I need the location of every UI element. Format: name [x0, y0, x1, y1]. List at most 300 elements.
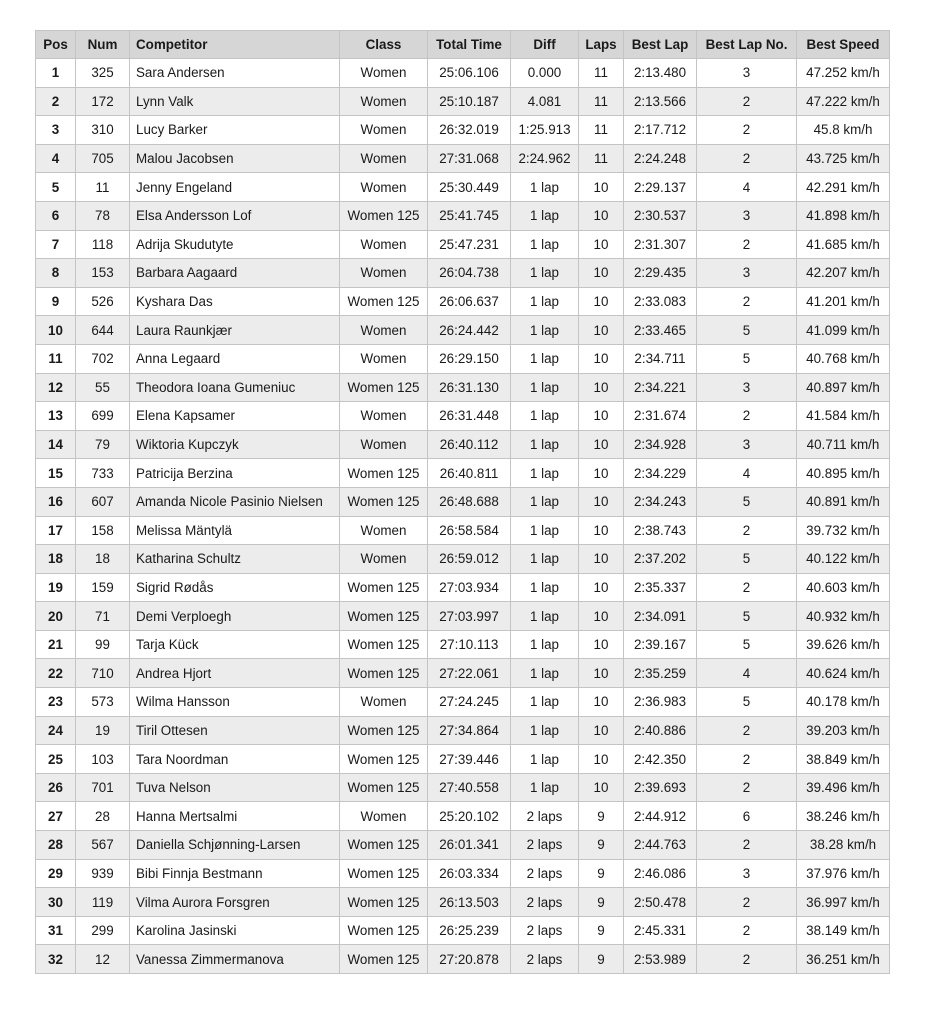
cell-laps: 10: [579, 373, 624, 402]
cell-best-lap: 2:34.711: [624, 344, 697, 373]
cell-laps: 10: [579, 459, 624, 488]
cell-diff: 1 lap: [511, 201, 579, 230]
cell-diff: 2 laps: [511, 831, 579, 860]
cell-best-lap: 2:30.537: [624, 201, 697, 230]
cell-best-lap: 2:34.243: [624, 487, 697, 516]
cell-total-time: 26:40.811: [428, 459, 511, 488]
cell-laps: 10: [579, 402, 624, 431]
cell-total-time: 26:32.019: [428, 116, 511, 145]
cell-competitor: Vilma Aurora Forsgren: [130, 888, 340, 917]
cell-class: Women: [340, 144, 428, 173]
cell-best-speed: 40.897 km/h: [797, 373, 890, 402]
cell-best-lap-no: 2: [697, 287, 797, 316]
cell-pos: 27: [36, 802, 76, 831]
cell-competitor: Malou Jacobsen: [130, 144, 340, 173]
cell-total-time: 26:06.637: [428, 287, 511, 316]
cell-total-time: 27:40.558: [428, 773, 511, 802]
cell-competitor: Lucy Barker: [130, 116, 340, 145]
cell-laps: 9: [579, 859, 624, 888]
cell-laps: 10: [579, 773, 624, 802]
cell-total-time: 26:31.448: [428, 402, 511, 431]
cell-num: 79: [76, 430, 130, 459]
table-row: [36, 173, 890, 202]
cell-total-time: 26:01.341: [428, 831, 511, 860]
cell-best-lap-no: 3: [697, 59, 797, 88]
cell-class: Women: [340, 688, 428, 717]
cell-total-time: 26:13.503: [428, 888, 511, 917]
cell-best-lap: 2:44.763: [624, 831, 697, 860]
cell-class: Women: [340, 87, 428, 116]
cell-total-time: 25:47.231: [428, 230, 511, 259]
cell-class: Women 125: [340, 716, 428, 745]
cell-num: 99: [76, 630, 130, 659]
cell-num: 526: [76, 287, 130, 316]
cell-pos: 23: [36, 688, 76, 717]
cell-best-lap: 2:31.307: [624, 230, 697, 259]
cell-class: Women: [340, 802, 428, 831]
cell-total-time: 25:10.187: [428, 87, 511, 116]
cell-best-speed: 40.603 km/h: [797, 573, 890, 602]
table-row: [36, 516, 890, 545]
table-row: [36, 144, 890, 173]
cell-laps: 10: [579, 516, 624, 545]
cell-diff: 1 lap: [511, 459, 579, 488]
cell-best-lap: 2:24.248: [624, 144, 697, 173]
cell-total-time: 27:03.934: [428, 573, 511, 602]
column-header-diff: Diff: [511, 31, 579, 59]
cell-total-time: 26:24.442: [428, 316, 511, 345]
table-row: [36, 287, 890, 316]
cell-best-speed: 40.122 km/h: [797, 545, 890, 574]
cell-competitor: Tara Noordman: [130, 745, 340, 774]
cell-class: Women: [340, 344, 428, 373]
cell-best-lap-no: 2: [697, 916, 797, 945]
cell-diff: 2 laps: [511, 945, 579, 974]
cell-diff: 1 lap: [511, 316, 579, 345]
cell-pos: 30: [36, 888, 76, 917]
cell-total-time: 26:48.688: [428, 487, 511, 516]
cell-laps: 10: [579, 316, 624, 345]
cell-class: Women 125: [340, 630, 428, 659]
table-row: [36, 573, 890, 602]
column-header-best-lap: Best Lap: [624, 31, 697, 59]
cell-total-time: 27:03.997: [428, 602, 511, 631]
cell-diff: 2 laps: [511, 802, 579, 831]
cell-laps: 11: [579, 87, 624, 116]
cell-best-lap: 2:53.989: [624, 945, 697, 974]
cell-num: 702: [76, 344, 130, 373]
cell-total-time: 26:25.239: [428, 916, 511, 945]
cell-total-time: 27:24.245: [428, 688, 511, 717]
cell-pos: 17: [36, 516, 76, 545]
cell-best-lap-no: 2: [697, 230, 797, 259]
cell-competitor: Tuva Nelson: [130, 773, 340, 802]
cell-laps: 10: [579, 716, 624, 745]
cell-class: Women: [340, 316, 428, 345]
column-header-best-speed: Best Speed: [797, 31, 890, 59]
cell-diff: 1 lap: [511, 773, 579, 802]
cell-pos: 25: [36, 745, 76, 774]
cell-best-lap-no: 4: [697, 659, 797, 688]
cell-total-time: 26:59.012: [428, 545, 511, 574]
cell-best-lap: 2:34.229: [624, 459, 697, 488]
cell-best-lap: 2:44.912: [624, 802, 697, 831]
cell-class: Women 125: [340, 745, 428, 774]
cell-diff: 1 lap: [511, 344, 579, 373]
table-row: [36, 745, 890, 774]
table-row: [36, 716, 890, 745]
cell-competitor: Jenny Engeland: [130, 173, 340, 202]
cell-best-lap: 2:36.983: [624, 688, 697, 717]
table-row: [36, 802, 890, 831]
cell-competitor: Kyshara Das: [130, 287, 340, 316]
cell-diff: 4.081: [511, 87, 579, 116]
cell-num: 701: [76, 773, 130, 802]
cell-laps: 11: [579, 59, 624, 88]
table-header: [36, 31, 890, 59]
cell-pos: 11: [36, 344, 76, 373]
table-row: [36, 259, 890, 288]
cell-pos: 2: [36, 87, 76, 116]
cell-pos: 4: [36, 144, 76, 173]
cell-laps: 10: [579, 230, 624, 259]
cell-laps: 10: [579, 545, 624, 574]
cell-best-lap-no: 3: [697, 201, 797, 230]
cell-laps: 10: [579, 259, 624, 288]
cell-laps: 9: [579, 888, 624, 917]
table-row: [36, 116, 890, 145]
cell-diff: 2 laps: [511, 859, 579, 888]
cell-num: 78: [76, 201, 130, 230]
table-row: [36, 459, 890, 488]
cell-total-time: 26:03.334: [428, 859, 511, 888]
cell-best-lap: 2:42.350: [624, 745, 697, 774]
table-row: [36, 859, 890, 888]
cell-class: Women: [340, 59, 428, 88]
cell-best-lap: 2:33.083: [624, 287, 697, 316]
cell-diff: 1 lap: [511, 373, 579, 402]
cell-class: Women: [340, 116, 428, 145]
cell-total-time: 25:06.106: [428, 59, 511, 88]
cell-num: 158: [76, 516, 130, 545]
cell-class: Women 125: [340, 602, 428, 631]
cell-laps: 10: [579, 487, 624, 516]
column-header-competitor: Competitor: [130, 31, 340, 59]
cell-pos: 1: [36, 59, 76, 88]
cell-num: 18: [76, 545, 130, 574]
cell-best-lap-no: 4: [697, 459, 797, 488]
cell-num: 119: [76, 888, 130, 917]
cell-laps: 10: [579, 573, 624, 602]
cell-num: 55: [76, 373, 130, 402]
table-row: [36, 344, 890, 373]
cell-pos: 20: [36, 602, 76, 631]
cell-pos: 18: [36, 545, 76, 574]
cell-competitor: Wilma Hansson: [130, 688, 340, 717]
cell-best-speed: 40.178 km/h: [797, 688, 890, 717]
cell-best-lap: 2:39.693: [624, 773, 697, 802]
column-header-laps: Laps: [579, 31, 624, 59]
cell-laps: 10: [579, 344, 624, 373]
cell-best-lap-no: 5: [697, 316, 797, 345]
cell-diff: 1 lap: [511, 230, 579, 259]
cell-best-lap: 2:50.478: [624, 888, 697, 917]
cell-class: Women 125: [340, 573, 428, 602]
cell-pos: 28: [36, 831, 76, 860]
cell-best-lap-no: 2: [697, 573, 797, 602]
cell-pos: 5: [36, 173, 76, 202]
cell-total-time: 26:04.738: [428, 259, 511, 288]
cell-pos: 6: [36, 201, 76, 230]
cell-diff: 1 lap: [511, 402, 579, 431]
cell-num: 103: [76, 745, 130, 774]
cell-best-speed: 38.246 km/h: [797, 802, 890, 831]
cell-best-speed: 41.201 km/h: [797, 287, 890, 316]
table-row: [36, 545, 890, 574]
cell-num: 28: [76, 802, 130, 831]
cell-best-speed: 39.496 km/h: [797, 773, 890, 802]
cell-diff: 1 lap: [511, 745, 579, 774]
cell-diff: 1 lap: [511, 716, 579, 745]
cell-competitor: Laura Raunkjær: [130, 316, 340, 345]
cell-class: Women 125: [340, 287, 428, 316]
cell-num: 299: [76, 916, 130, 945]
cell-total-time: 27:31.068: [428, 144, 511, 173]
cell-pos: 32: [36, 945, 76, 974]
cell-num: 12: [76, 945, 130, 974]
table-row: [36, 430, 890, 459]
cell-pos: 19: [36, 573, 76, 602]
cell-pos: 13: [36, 402, 76, 431]
cell-diff: 1 lap: [511, 430, 579, 459]
cell-num: 310: [76, 116, 130, 145]
cell-diff: 1:25.913: [511, 116, 579, 145]
cell-total-time: 25:20.102: [428, 802, 511, 831]
cell-best-lap-no: 2: [697, 516, 797, 545]
cell-best-lap: 2:40.886: [624, 716, 697, 745]
cell-class: Women 125: [340, 831, 428, 860]
cell-competitor: Tarja Kück: [130, 630, 340, 659]
cell-competitor: Katharina Schultz: [130, 545, 340, 574]
cell-laps: 10: [579, 602, 624, 631]
cell-pos: 26: [36, 773, 76, 802]
column-header-class: Class: [340, 31, 428, 59]
cell-best-lap: 2:13.566: [624, 87, 697, 116]
cell-diff: 1 lap: [511, 630, 579, 659]
cell-best-lap-no: 2: [697, 888, 797, 917]
cell-competitor: Sigrid Rødås: [130, 573, 340, 602]
cell-competitor: Tiril Ottesen: [130, 716, 340, 745]
cell-pos: 10: [36, 316, 76, 345]
cell-competitor: Karolina Jasinski: [130, 916, 340, 945]
cell-diff: 2:24.962: [511, 144, 579, 173]
table-row: [36, 59, 890, 88]
cell-competitor: Bibi Finnja Bestmann: [130, 859, 340, 888]
cell-laps: 11: [579, 116, 624, 145]
cell-competitor: Anna Legaard: [130, 344, 340, 373]
cell-best-speed: 45.8 km/h: [797, 116, 890, 145]
cell-class: Women 125: [340, 773, 428, 802]
cell-diff: 1 lap: [511, 573, 579, 602]
cell-class: Women 125: [340, 888, 428, 917]
cell-pos: 12: [36, 373, 76, 402]
cell-num: 939: [76, 859, 130, 888]
cell-laps: 11: [579, 144, 624, 173]
table-row: [36, 773, 890, 802]
cell-best-speed: 38.149 km/h: [797, 916, 890, 945]
cell-diff: 1 lap: [511, 516, 579, 545]
cell-best-speed: 42.207 km/h: [797, 259, 890, 288]
cell-best-speed: 39.732 km/h: [797, 516, 890, 545]
cell-best-speed: 40.711 km/h: [797, 430, 890, 459]
cell-best-lap-no: 2: [697, 945, 797, 974]
cell-competitor: Adrija Skudutyte: [130, 230, 340, 259]
cell-num: 733: [76, 459, 130, 488]
column-header-best-lap-no: Best Lap No.: [697, 31, 797, 59]
cell-total-time: 25:41.745: [428, 201, 511, 230]
cell-best-lap-no: 5: [697, 602, 797, 631]
cell-pos: 31: [36, 916, 76, 945]
column-header-num: Num: [76, 31, 130, 59]
cell-competitor: Melissa Mäntylä: [130, 516, 340, 545]
cell-competitor: Elsa Andersson Lof: [130, 201, 340, 230]
cell-class: Women 125: [340, 916, 428, 945]
cell-best-speed: 40.768 km/h: [797, 344, 890, 373]
cell-class: Women 125: [340, 659, 428, 688]
cell-best-speed: 39.203 km/h: [797, 716, 890, 745]
cell-best-lap-no: 2: [697, 144, 797, 173]
cell-best-speed: 40.932 km/h: [797, 602, 890, 631]
cell-best-lap-no: 2: [697, 745, 797, 774]
cell-competitor: Daniella Schjønning-Larsen: [130, 831, 340, 860]
cell-best-lap: 2:39.167: [624, 630, 697, 659]
cell-num: 573: [76, 688, 130, 717]
cell-best-lap: 2:35.259: [624, 659, 697, 688]
cell-laps: 9: [579, 831, 624, 860]
cell-best-lap: 2:13.480: [624, 59, 697, 88]
cell-class: Women: [340, 173, 428, 202]
cell-best-lap: 2:37.202: [624, 545, 697, 574]
cell-laps: 10: [579, 287, 624, 316]
cell-best-speed: 47.222 km/h: [797, 87, 890, 116]
cell-total-time: 27:10.113: [428, 630, 511, 659]
cell-diff: 1 lap: [511, 688, 579, 717]
table-row: [36, 831, 890, 860]
cell-total-time: 27:22.061: [428, 659, 511, 688]
cell-pos: 29: [36, 859, 76, 888]
cell-num: 607: [76, 487, 130, 516]
cell-best-speed: 41.099 km/h: [797, 316, 890, 345]
table-row: [36, 230, 890, 259]
cell-best-speed: 40.895 km/h: [797, 459, 890, 488]
cell-laps: 10: [579, 430, 624, 459]
cell-best-speed: 38.28 km/h: [797, 831, 890, 860]
cell-pos: 8: [36, 259, 76, 288]
cell-class: Women: [340, 259, 428, 288]
cell-class: Women: [340, 516, 428, 545]
cell-total-time: 26:40.112: [428, 430, 511, 459]
table-row: [36, 688, 890, 717]
cell-total-time: 26:58.584: [428, 516, 511, 545]
cell-class: Women: [340, 402, 428, 431]
cell-laps: 10: [579, 745, 624, 774]
cell-best-lap-no: 2: [697, 773, 797, 802]
cell-diff: 1 lap: [511, 287, 579, 316]
cell-class: Women: [340, 430, 428, 459]
cell-num: 325: [76, 59, 130, 88]
cell-pos: 15: [36, 459, 76, 488]
cell-diff: 1 lap: [511, 487, 579, 516]
cell-best-speed: 40.891 km/h: [797, 487, 890, 516]
cell-best-speed: 36.997 km/h: [797, 888, 890, 917]
cell-diff: 1 lap: [511, 545, 579, 574]
cell-diff: 2 laps: [511, 888, 579, 917]
cell-best-lap-no: 4: [697, 173, 797, 202]
cell-best-lap: 2:29.137: [624, 173, 697, 202]
cell-best-lap-no: 2: [697, 402, 797, 431]
cell-competitor: Andrea Hjort: [130, 659, 340, 688]
cell-total-time: 26:31.130: [428, 373, 511, 402]
cell-num: 19: [76, 716, 130, 745]
table-row: [36, 888, 890, 917]
cell-class: Women 125: [340, 487, 428, 516]
cell-best-lap-no: 2: [697, 831, 797, 860]
table-row: [36, 201, 890, 230]
cell-total-time: 27:39.446: [428, 745, 511, 774]
cell-best-speed: 37.976 km/h: [797, 859, 890, 888]
cell-best-lap-no: 3: [697, 373, 797, 402]
cell-laps: 10: [579, 201, 624, 230]
cell-best-lap: 2:34.928: [624, 430, 697, 459]
cell-best-lap: 2:38.743: [624, 516, 697, 545]
cell-best-lap-no: 2: [697, 716, 797, 745]
cell-best-speed: 41.898 km/h: [797, 201, 890, 230]
cell-pos: 16: [36, 487, 76, 516]
cell-num: 118: [76, 230, 130, 259]
header-row: [36, 31, 890, 59]
table-row: [36, 373, 890, 402]
column-header-total-time: Total Time: [428, 31, 511, 59]
cell-total-time: 27:20.878: [428, 945, 511, 974]
cell-pos: 7: [36, 230, 76, 259]
cell-diff: 0.000: [511, 59, 579, 88]
cell-best-lap-no: 5: [697, 545, 797, 574]
cell-competitor: Demi Verploegh: [130, 602, 340, 631]
cell-class: Women 125: [340, 373, 428, 402]
cell-pos: 24: [36, 716, 76, 745]
cell-pos: 21: [36, 630, 76, 659]
cell-laps: 9: [579, 802, 624, 831]
cell-laps: 10: [579, 688, 624, 717]
table-row: [36, 602, 890, 631]
cell-num: 705: [76, 144, 130, 173]
cell-num: 699: [76, 402, 130, 431]
cell-best-speed: 43.725 km/h: [797, 144, 890, 173]
cell-diff: 2 laps: [511, 916, 579, 945]
cell-best-lap-no: 5: [697, 688, 797, 717]
cell-best-lap: 2:34.091: [624, 602, 697, 631]
cell-best-speed: 40.624 km/h: [797, 659, 890, 688]
cell-best-speed: 36.251 km/h: [797, 945, 890, 974]
cell-best-lap: 2:46.086: [624, 859, 697, 888]
table-row: [36, 87, 890, 116]
cell-num: 172: [76, 87, 130, 116]
cell-competitor: Hanna Mertsalmi: [130, 802, 340, 831]
cell-pos: 9: [36, 287, 76, 316]
cell-best-lap: 2:17.712: [624, 116, 697, 145]
table-row: [36, 487, 890, 516]
cell-best-lap: 2:29.435: [624, 259, 697, 288]
